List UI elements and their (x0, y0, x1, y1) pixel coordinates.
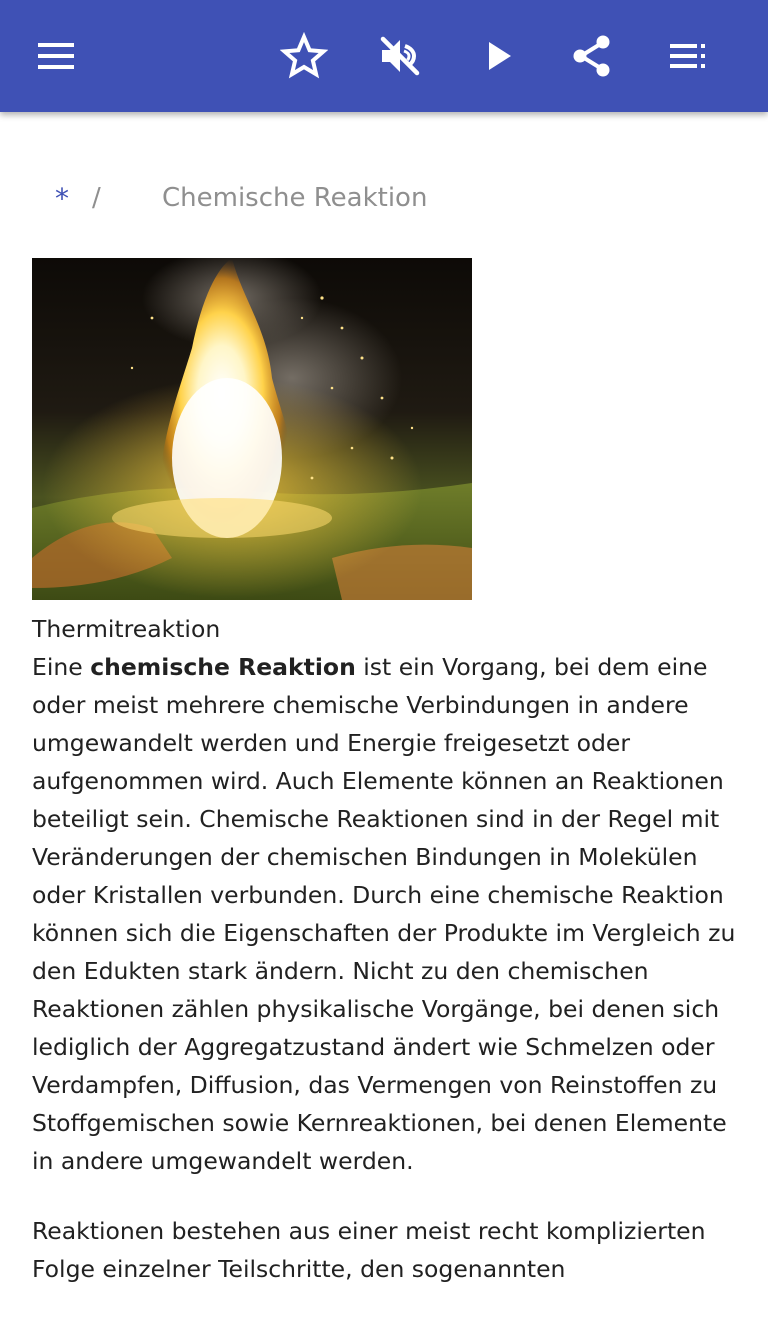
breadcrumb-separator: / (92, 183, 101, 213)
breadcrumb-current: Chemische Reaktion (162, 183, 428, 213)
article-content (32, 610, 744, 1320)
breadcrumb (32, 178, 427, 218)
article-term: chemische Reaktion (90, 653, 356, 681)
paragraph-text: ist ein Vorgang, bei dem eine oder meist mehrere chemische Verbindungen in andere umgewandelt werden und Energie freigesetzt oder aufgenommen wird. Auch Elemente können an Reaktionen beteiligt sein. Chemische Reaktionen sind in der Regel mit Veränderungen der chemischen Bindungen in Molekülen oder Kristallen verbunden. Durch eine chemische Reaktion können sich die Eigenschaften der Produkte im Vergleich zu den Edukten stark ändern. Nicht zu den chemischen Reaktionen zählen physikalische Vorgänge, bei denen sich lediglich der Aggregatzustand ändert wie Schmelzen oder Verdampfen, Diffusion, das Vermengen von Reinstoffen zu Stoffgemischen sowie Kernreaktionen, bei denen Elemente in andere umgewandelt werden. (32, 653, 736, 1175)
thermite-reaction-photo (32, 258, 472, 600)
share-button[interactable] (552, 16, 632, 96)
app-toolbar (0, 0, 768, 112)
article-paragraph: Reaktionen bestehen aus einer meist recht komplizierten Folge einzelner Teilschritte, den sogenannten (32, 1217, 706, 1283)
play-icon (474, 32, 522, 80)
menu-icon (32, 32, 80, 80)
playlist-button[interactable] (648, 16, 728, 96)
favorite-button[interactable] (264, 16, 344, 96)
volume-off-icon (376, 32, 424, 80)
article-paragraph (32, 648, 744, 1180)
menu-button[interactable] (16, 16, 96, 96)
playlist-icon (664, 32, 712, 80)
article-image (32, 258, 472, 600)
star-outline-icon (280, 32, 328, 80)
play-button[interactable] (458, 16, 538, 96)
mute-button[interactable] (360, 16, 440, 96)
image-caption: Thermitreaktion (32, 615, 221, 643)
share-icon (568, 32, 616, 80)
paragraph-lead: Eine (32, 653, 91, 681)
breadcrumb-home-link[interactable]: * (55, 181, 69, 215)
